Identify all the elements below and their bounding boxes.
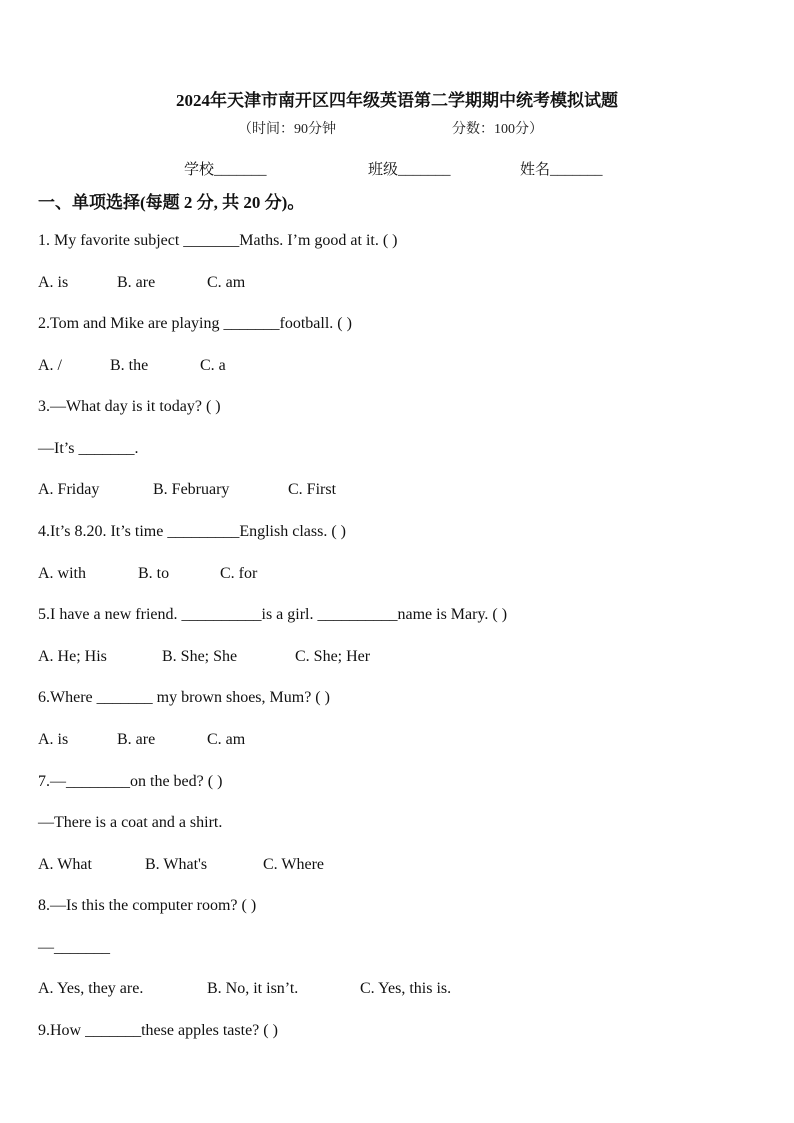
exam-score: 分数：100分） [452,122,543,137]
option-b: B. February [153,481,230,498]
option-b: B. are [117,274,156,291]
options-2 [38,357,226,375]
option-b: B. to [138,565,170,582]
class-field: 班级_______ [368,162,451,178]
question-3-answer: —It’s _______. [38,440,139,457]
option-a: A. Friday [38,481,100,498]
option-c: C. am [207,731,246,748]
question-7: 7.—________on the bed? ( ) [38,773,223,790]
question-8-answer: —_______ [38,939,110,956]
options-1 [38,274,245,292]
option-a: A. / [38,357,62,374]
options-8 [38,980,451,998]
exam-time: （时间：90分钟 [238,122,336,137]
option-b: B. What's [145,856,208,873]
option-c: C. am [207,274,246,291]
section-heading: 一、单项选择(每题 2 分, 共 20 分)。 [38,193,305,212]
options-7 [38,856,324,874]
question-5: 5.I have a new friend. __________is a girl. __________name is Mary. ( ) [38,606,508,623]
option-c: C. Yes, this is. [360,980,452,997]
question-4: 4.It’s 8.20. It’s time _________English class. ( ) [38,523,346,540]
options-5 [38,648,370,666]
option-a: A. He; His [38,648,107,665]
school-field: 学校_______ [184,162,267,178]
option-a: A. Yes, they are. [38,980,144,997]
question-8: 8.—Is this the computer room? ( ) [38,897,257,914]
option-b: B. the [110,357,149,374]
question-6: 6.Where _______ my brown shoes, Mum? ( ) [38,689,330,706]
option-b: B. are [117,731,156,748]
option-c: C. First [288,481,337,498]
option-c: C. for [220,565,258,582]
question-1: 1. My favorite subject _______Maths. I’m good at it. ( ) [38,232,398,249]
options-3 [38,481,336,499]
option-a: A. is [38,274,69,291]
name-field: 姓名_______ [520,162,603,178]
option-a: A. is [38,731,69,748]
question-7-answer: —There is a coat and a shirt. [38,814,223,831]
option-c: C. Where [263,856,325,873]
option-a: A. What [38,856,92,873]
option-b: B. No, it isn’t. [207,980,299,997]
option-b: B. She; She [162,648,238,665]
options-6 [38,731,245,749]
question-2: 2.Tom and Mike are playing _______football. ( ) [38,315,352,332]
question-9: 9.How _______these apples taste? ( ) [38,1022,278,1039]
question-3: 3.—What day is it today? ( ) [38,398,221,415]
options-4 [38,565,257,583]
option-c: C. She; Her [295,648,371,665]
option-c: C. a [200,357,226,374]
option-a: A. with [38,565,86,582]
page-title: 2024年天津市南开区四年级英语第二学期期中统考模拟试题 [176,91,618,110]
